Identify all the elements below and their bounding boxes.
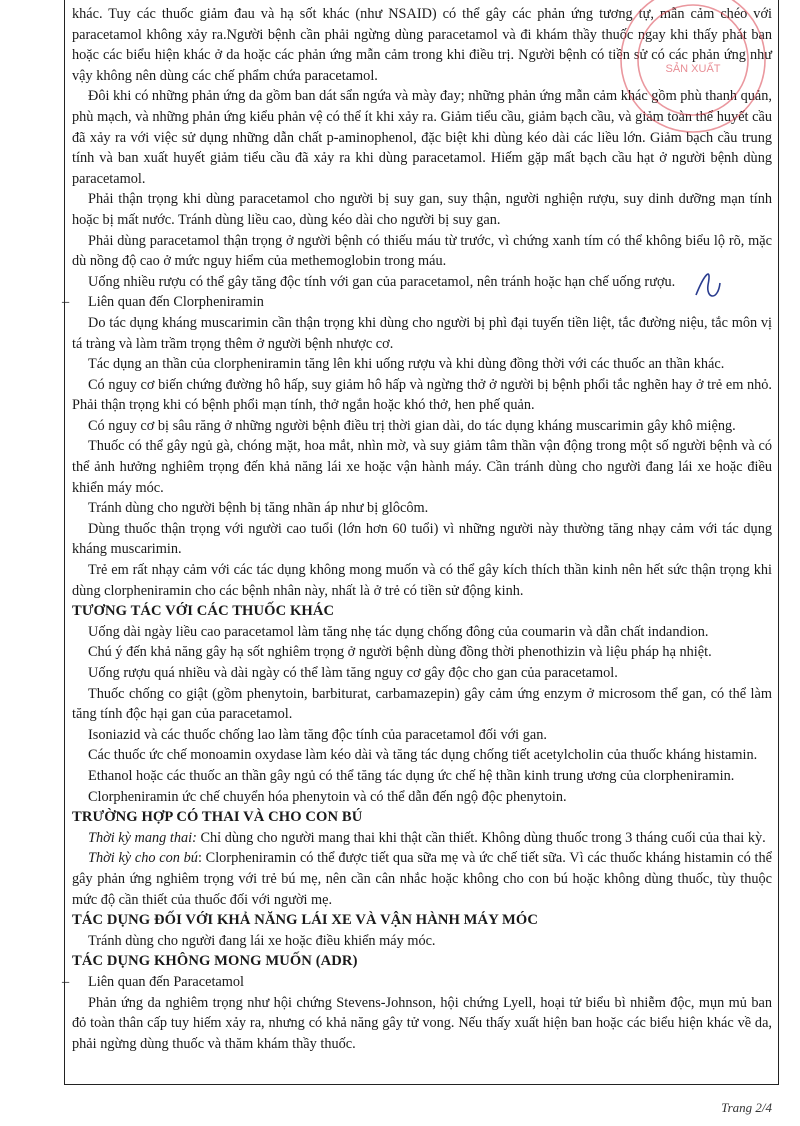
text-breastfeeding: : Clorpheniramin có thể được tiết qua sữa mẹ và ức chế tiết sữa. Vì các thuốc kháng histamin có thể gây phản ứng nghiêm trọng với trẻ bú mẹ, nên cần cân nhắc hoặc không cho con bú hoặc không dùng thuốc, tùy thuộc mức độ cần thiết của thuốc đối với người mẹ. bbox=[72, 850, 772, 908]
paragraph: Thuốc chống co giật (gồm phenytoin, barbiturat, carbamazepin) gây cảm ứng enzym ở microsom thể gan, có thể làm tăng tính độc hại gan của paracetamol. bbox=[72, 685, 772, 723]
section-heading-interactions: TƯƠNG TÁC VỚI CÁC THUỐC KHÁC bbox=[72, 603, 335, 620]
subsection-clorpheniramin: – Liên quan đến Clorpheniramin bbox=[72, 292, 772, 313]
paragraph: Có nguy cơ biến chứng đường hô hấp, suy giảm hô hấp và ngừng thở ở người bị bệnh phổi tắc nghẽn hay ở trẻ em nhỏ. Phải thận trọng khi có bệnh phổi mạn tính, thở ngắn hoặc khó thở, hen phế quản. bbox=[72, 376, 772, 414]
stamp-text: SẢN XUẤT bbox=[665, 63, 721, 75]
paragraph: Phải thận trọng khi dùng paracetamol cho người bị suy gan, suy thận, người nghiện rượu, suy dinh dưỡng mạn tính hoặc bị mất nước. Tránh dùng liều cao, dùng kéo dài cho người bị suy gan. bbox=[72, 191, 772, 228]
text-pregnancy: Chỉ dùng cho người mang thai khi thật cần thiết. Không dùng thuốc trong 3 tháng cuối của thai kỳ. bbox=[196, 829, 766, 846]
paragraph: Chú ý đến khả năng gây hạ sốt nghiêm trọng ở người bệnh dùng đồng thời phenothizin và liệu pháp hạ nhiệt. bbox=[88, 644, 712, 661]
document-body bbox=[72, 4, 772, 1054]
paragraph: Tác dụng an thần của clorpheniramin tăng lên khi uống rượu và khi dùng đồng thời với các thuốc an thần khác. bbox=[88, 356, 725, 373]
label-breastfeeding: Thời kỳ cho con bú bbox=[88, 850, 198, 867]
subsection-paracetamol: – Liên quan đến Paracetamol bbox=[72, 972, 772, 993]
label-pregnancy: Thời kỳ mang thai: bbox=[88, 829, 197, 846]
company-stamp bbox=[598, 0, 788, 150]
paragraph: Uống dài ngày liều cao paracetamol làm tăng nhẹ tác dụng chống đông của coumarin và dẫn chất indandion. bbox=[88, 623, 709, 640]
paragraph: Ethanol hoặc các thuốc an thần gây ngủ có thể tăng tác dụng ức chế hệ thần kinh trung ương của clorpheniramin. bbox=[88, 767, 735, 784]
section-heading-pregnancy: TRƯỜNG HỢP CÓ THAI VÀ CHO CON BÚ bbox=[72, 809, 363, 826]
section-heading-adr: TÁC DỤNG KHÔNG MONG MUỐN (ADR) bbox=[72, 953, 358, 970]
paragraph: Phản ứng da nghiêm trọng như hội chứng Stevens-Johnson, hội chứng Lyell, hoại tử biểu bì nhiễm độc, mụn mủ ban đỏ toàn thân cấp tuy hiếm xảy ra, nhưng có khả năng gây tử vong. Nếu thấy xuất hiện ban hoặc các biểu hiện khác về da, phải ngừng dùng thuốc và thăm khám thầy thuốc. bbox=[72, 994, 772, 1052]
paragraph: Uống rượu quá nhiều và dài ngày có thể làm tăng nguy cơ gây độc cho gan của paracetamol. bbox=[88, 665, 618, 681]
paragraph: khác. Tuy các thuốc giảm đau và hạ sốt khác (như NSAID) có thể gây các phản ứng tương tự, mẫn cảm chéo với paracetamol không xảy ra.Người bệnh cần phải ngừng dùng paracetamol và đi khám thầy thuốc ngay khi thấy phát ban hoặc các biểu hiện khác ở da hoặc các phản ứng mẫn cảm trong khi điều trị. Người bệnh có tiền sử có các phản ứng như vậy không nên dùng các chế phẩm chứa paracetamol. bbox=[72, 6, 772, 84]
paragraph: Uống nhiều rượu có thể gây tăng độc tính với gan của paracetamol, nên tránh hoặc hạn chế uống rượu. bbox=[88, 273, 676, 290]
paragraph-pregnancy bbox=[72, 828, 772, 849]
paragraph: Có nguy cơ bị sâu răng ở những người bệnh điều trị thời gian dài, do tác dụng kháng muscarimin gây khô miệng. bbox=[88, 417, 736, 434]
paragraph: Các thuốc ức chế monoamin oxydase làm kéo dài và tăng tác dụng chống tiết acetylcholin của thuốc kháng histamin. bbox=[88, 747, 758, 764]
paragraph: Phải dùng paracetamol thận trọng ở người bệnh có thiếu máu từ trước, vì chứng xanh tím có thể không biểu lộ rõ, mặc dù nồng độ cao ở mức nguy hiểm của methemoglobin trong máu. bbox=[72, 232, 772, 270]
paragraph-breastfeeding bbox=[72, 848, 772, 910]
section-heading-driving: TÁC DỤNG ĐỐI VỚI KHẢ NĂNG LÁI XE VÀ VẬN HÀNH MÁY MÓC bbox=[72, 912, 538, 929]
page-number: Trang 2/4 bbox=[721, 1100, 772, 1115]
paragraph: Isoniazid và các thuốc chống lao làm tăng độc tính của paracetamol đối với gan. bbox=[88, 726, 547, 743]
paragraph: Clorpheniramin ức chế chuyển hóa phenytoin và có thể dẫn đến ngộ độc phenytoin. bbox=[88, 788, 567, 805]
paragraph: Tránh dùng cho người bệnh bị tăng nhãn áp như bị glôcôm. bbox=[88, 500, 429, 517]
signature-mark bbox=[690, 255, 730, 315]
paragraph: Tránh dùng cho người đang lái xe hoặc điều khiển máy móc. bbox=[88, 932, 436, 949]
paragraph: Trẻ em rất nhạy cảm với các tác dụng không mong muốn và có thể gây kích thích thần kinh nên hết sức thận trọng khi dùng clorpheniramin cho các bệnh nhân này, nhất là ở trẻ có tiền sử động kinh. bbox=[72, 562, 772, 599]
paragraph: Do tác dụng kháng muscarimin cần thận trọng khi dùng cho người bị phì đại tuyến tiền liệt, tắc đường niệu, tắc môn vị tá tràng và làm trầm trọng thêm ở người bệnh nhược cơ. bbox=[72, 314, 772, 352]
paragraph: Thuốc có thể gây ngủ gà, chóng mặt, hoa mắt, nhìn mờ, và suy giảm tâm thần vận động trong một số người bệnh và có thể ảnh hưởng nghiêm trọng đến khả năng lái xe hoặc vận hành máy. Cần tránh dùng cho người đang lái xe hoặc điều khiển máy móc. bbox=[72, 438, 772, 496]
paragraph: Dùng thuốc thận trọng với người cao tuổi (lớn hơn 60 tuổi) vì những người này thường tăng nhạy cảm với tác dụng kháng muscarimin. bbox=[72, 520, 772, 558]
paragraph: Đôi khi có những phản ứng da gồm ban dát sẩn ngứa và mày đay; những phản ứng mẫn cảm khác gồm phù thanh quản, phù mạch, và những phản ứng kiểu phản vệ có thể ít khi xảy ra. Giảm tiểu cầu, giảm bạch cầu, và giảm toàn thể huyết cầu đã xảy ra với việc sử dụng những dẫn chất p-aminophenol, đặc biệt khi dùng kéo dài các liều lớn. Giảm bạch cầu trung tính và ban xuất huyết giảm tiểu cầu đã xảy ra khi dùng paracetamol. Hiếm gặp mất bạch cầu hạt ở người bệnh dùng paracetamol. bbox=[72, 88, 772, 187]
